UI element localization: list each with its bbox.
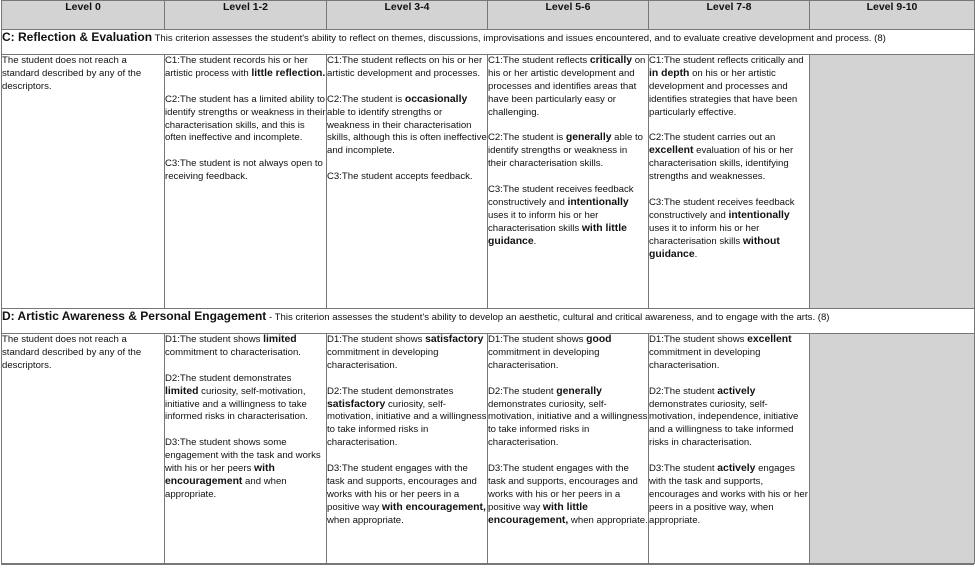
criterion-d-row [2, 334, 975, 564]
criterion-d-title: D: Artistic Awareness & Personal Engagement [2, 309, 267, 323]
d3-level-7-8: D3:The student actively engages with the task and supports, encourages and works with his or her peers in a positive way, when appropriate. [649, 463, 808, 526]
c-level-1-2-cell [165, 55, 327, 309]
d1-level-3-4: D1:The student shows satisfactory commitment in developing characterisation. [327, 334, 484, 371]
criterion-d-description: - This criterion assesses the student's ability to develop an aesthetic, cultural and critical awareness, and to engage with the arts. (8) [266, 312, 830, 323]
d-level-7-8-cell [649, 334, 810, 564]
c3-level-7-8: C3:The student receives feedback constructively and intentionally uses it to inform his or her characterisation skills without guidance. [649, 196, 795, 260]
d-level-1-2-cell [165, 334, 327, 564]
c1-level-5-6: C1:The student reflects critically on his or her artistic development and processes and identifies areas that have been particularly easy or challenging. [488, 55, 646, 118]
c-level-5-6-cell [488, 55, 649, 309]
d3-level-1-2: D3:The student shows some engagement with the task and works with his or her peers with encouragement and when appropriate. [165, 437, 321, 500]
d2-level-7-8: D2:The student actively demonstrates curiosity, self-motivation, independence, initiative and a willingness to take informed risks in characterisation. [649, 385, 799, 449]
criterion-c-row [2, 55, 975, 309]
d3-level-5-6: D3:The student engages with the task and supports, encourages and works with his or her peers in a positive way with little encouragement, when appropriate. [488, 463, 648, 526]
criterion-c-title: C: Reflection & Evaluation [2, 30, 153, 44]
c2-level-5-6: C2:The student is generally able to identify strengths or weakness in their characterisation skills. [488, 132, 643, 170]
header-row [2, 1, 975, 30]
d2-level-1-2: D2:The student demonstrates limited curiosity, self-motivation, initiative and a willingness to take informed risks in characterisation. [165, 372, 308, 423]
d-level-0-cell [2, 334, 165, 564]
d-level-9-10-cell [810, 334, 975, 564]
c2-level-7-8: C2:The student carries out an excellent evaluation of his or her characterisation skills, identifying strengths and weaknesses. [649, 132, 794, 183]
d1-level-1-2: D1:The student shows limited commitment to characterisation. [165, 334, 301, 358]
c1-level-3-4: C1:The student reflects on his or her artistic development and processes. [327, 55, 483, 79]
d-level-3-4-cell [327, 334, 488, 564]
d1-level-7-8: D1:The student shows excellent commitment in developing characterisation. [649, 334, 792, 371]
criterion-d-band [2, 309, 975, 334]
table-bottom-edge [1, 564, 974, 568]
criterion-c-description: This criterion assesses the student's ability to reflect on themes, discussions, improvisations and issues encountered, and to evaluate creative development and process. (8) [152, 33, 886, 44]
c-level-0-text: The student does not reach a standard described by any of the descriptors. [2, 55, 142, 92]
header-level-7-8: Level 7-8 [649, 1, 810, 30]
c3-level-1-2: C3:The student is not always open to receiving feedback. [165, 158, 323, 183]
c3-level-3-4: C3:The student accepts feedback. [327, 171, 473, 183]
c3-level-5-6: C3:The student receives feedback constructively and intentionally uses it to inform his or her characterisation skills with little guidance. [488, 184, 634, 247]
header-level-9-10: Level 9-10 [810, 1, 975, 30]
header-level-5-6: Level 5-6 [488, 1, 649, 30]
criterion-c-heading [2, 30, 975, 55]
c-level-0-cell [2, 55, 165, 309]
c-level-9-10-cell [810, 55, 975, 309]
header-level-3-4: Level 3-4 [327, 1, 488, 30]
header-level-0: Level 0 [2, 1, 165, 30]
c1-level-7-8: C1:The student reflects critically and in depth on his or her artistic development and processes and identifies strategies that have been particularly effective. [649, 55, 804, 118]
criterion-c-band [2, 30, 975, 55]
rubric-table [1, 0, 975, 564]
c1-level-1-2: C1:The student records his or her artistic process with little reflection. [165, 55, 326, 79]
header-level-1-2: Level 1-2 [165, 1, 327, 30]
c2-level-3-4: C2:The student is occasionally able to identify strengths or weakness in their characterisation skills, although this is often ineffective and incomplete. [327, 93, 487, 157]
c-level-3-4-cell [327, 55, 488, 309]
d1-level-5-6: D1:The student shows good commitment in developing characterisation. [488, 334, 612, 371]
d-level-5-6-cell [488, 334, 649, 564]
d2-level-5-6: D2:The student generally demonstrates curiosity, self-motivation, initiative and a willingness to take informed risks in characterisation. [488, 385, 648, 449]
c2-level-1-2: C2:The student has a limited ability to identify strengths or weakness in their characterisation skills, and this is often ineffective and incomplete. [165, 93, 326, 144]
criterion-d-heading [2, 309, 975, 334]
d3-level-3-4: D3:The student engages with the task and supports, encourages and works with his or her peers in a positive way with encouragement, when appropriate. [327, 463, 486, 526]
d-level-0-text: The student does not reach a standard described by any of the descriptors. [2, 334, 142, 371]
d2-level-3-4: D2:The student demonstrates satisfactory curiosity, self-motivation, initiative and a willingness to take informed risks in characterisation. [327, 385, 487, 449]
c-level-7-8-cell [649, 55, 810, 309]
